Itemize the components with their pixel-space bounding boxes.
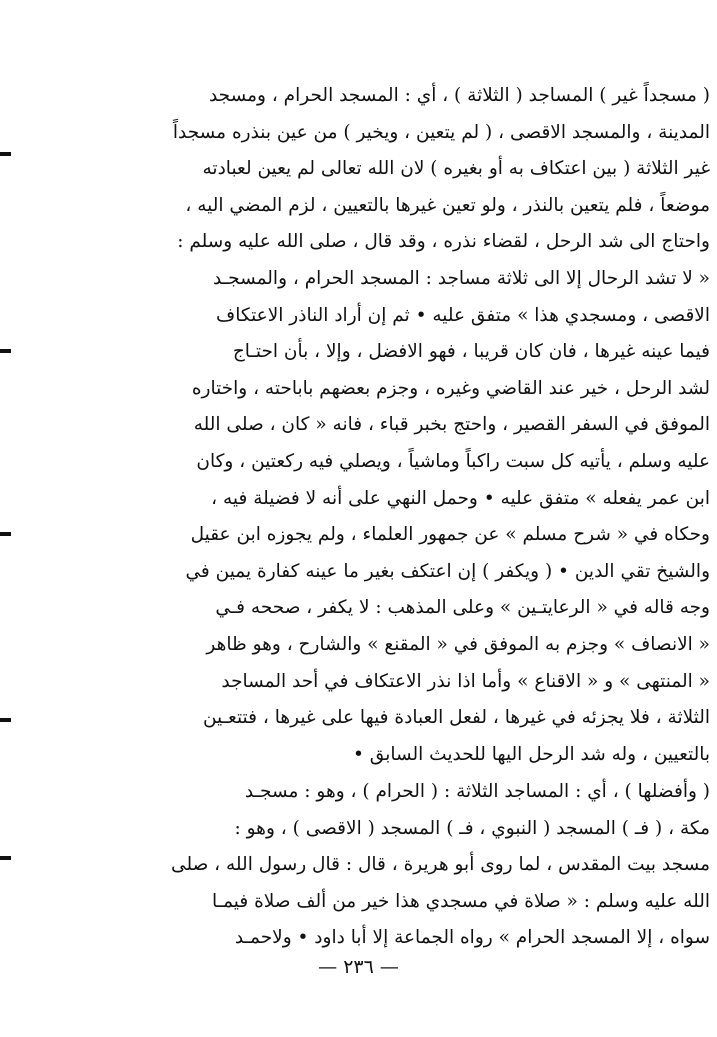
text-line: الله عليه وسلم : « صلاة في مسجدي هذا خير من ألف صلاة فيمـا <box>212 890 710 912</box>
text-line: الاقصى ، ومسجدي هذا » متفق عليه • ثم إن أراد الناذر الاعتكاف <box>216 304 710 326</box>
text-line: مكة ، ( فـ ) المسجد ( النبوي ، فـ ) المسجد ( الاقصى ) ، وهو : <box>234 817 710 839</box>
text-line: الثلاثة ، فلا يجزئه في غيرها ، لفعل العبادة فيها على غيرها ، فتتعـين <box>202 707 710 729</box>
margin-mark <box>0 856 11 860</box>
text-line: المدينة ، والمسجد الاقصى ، ( لم يتعين ، ويخير ) من عين بنذره مسجداً <box>172 121 710 143</box>
text-line: سواه ، إلا المسجد الحرام » رواه الجماعة إلا أبا داود • ولاحمـد <box>234 927 710 949</box>
margin-mark <box>0 349 11 353</box>
text-line: والشيخ تقي الدين • ( ويكفر ) إن اعتكف بغير ما عينه كفارة يمين في <box>185 560 710 582</box>
text-line: عليه وسلم ، يأتيه كل سبت راكباً وماشياً ، ويصلي فيه ركعتين ، وكان <box>196 450 710 472</box>
text-line: ( مسجداً غير ) المساجد ( الثلاثة ) ، أي : المسجد الحرام ، ومسجد <box>208 85 710 106</box>
text-line: « المنتهى » و « الاقناع » وأما اذا نذر الاعتكاف في أحد المساجد <box>221 670 710 692</box>
text-line: غير الثلاثة ( بين اعتكاف به أو بغيره ) لان الله تعالى لم يعين لعبادته <box>202 158 710 180</box>
text-line: ( وأفضلها ) ، أي : المساجد الثلاثة : ( الحرام ) ، وهو : مسجـد <box>244 781 710 802</box>
text-line: واحتاج الى شد الرحل ، لقضاء نذره ، وقد قال ، صلى الله عليه وسلم : <box>177 231 710 253</box>
paragraph-main <box>84 78 710 773</box>
text-line: فيما عينه غيرها ، فان كان قريبا ، فهو الافضل ، وإلا ، بأن احتـاج <box>232 341 710 363</box>
text-line: وجه قاله في « الرعايتـين » وعلى المذهب : لا يكفر ، صححه فـي <box>215 597 710 619</box>
text-line: لشد الرحل ، خير عند القاضي وغيره ، وجزم بعضهم باباحته ، واختاره <box>191 377 710 399</box>
text-line: وحكاه في « شرح مسلم » عن جمهور العلماء ، ولم يجوزه ابن عقيل <box>190 524 710 546</box>
margin-mark <box>0 718 11 722</box>
margin-mark <box>0 152 11 156</box>
text-line: « لا تشد الرحال إلا الى ثلاثة مساجد : المسجد الحرام ، والمسجـد <box>213 267 710 289</box>
text-line: موضعاً ، فلم يتعين بالنذر ، ولو تعين غيرها بالتعيين ، لزم المضي اليه ، <box>185 194 710 216</box>
text-line: مسجد بيت المقدس ، لما روى أبو هريرة ، قال : قال رسول الله ، صلى <box>171 854 710 876</box>
text-line: « الانصاف » وجزم به الموفق في « المقنع » والشارح ، وهو ظاهر <box>206 633 710 655</box>
text-line: بالتعيين ، وله شد الرحل اليها للحديث السابق • <box>353 743 710 765</box>
paragraph-second <box>84 774 710 957</box>
margin-mark <box>0 532 11 536</box>
text-line: الموفق في السفر القصير ، واحتج بخبر قباء ، فانه « كان ، صلى الله <box>193 414 710 436</box>
page-number: — ٢٣٦ — <box>318 956 399 978</box>
text-line: ابن عمر يفعله » متفق عليه • وحمل النهي على أنه لا فضيلة فيه ، <box>211 487 710 509</box>
